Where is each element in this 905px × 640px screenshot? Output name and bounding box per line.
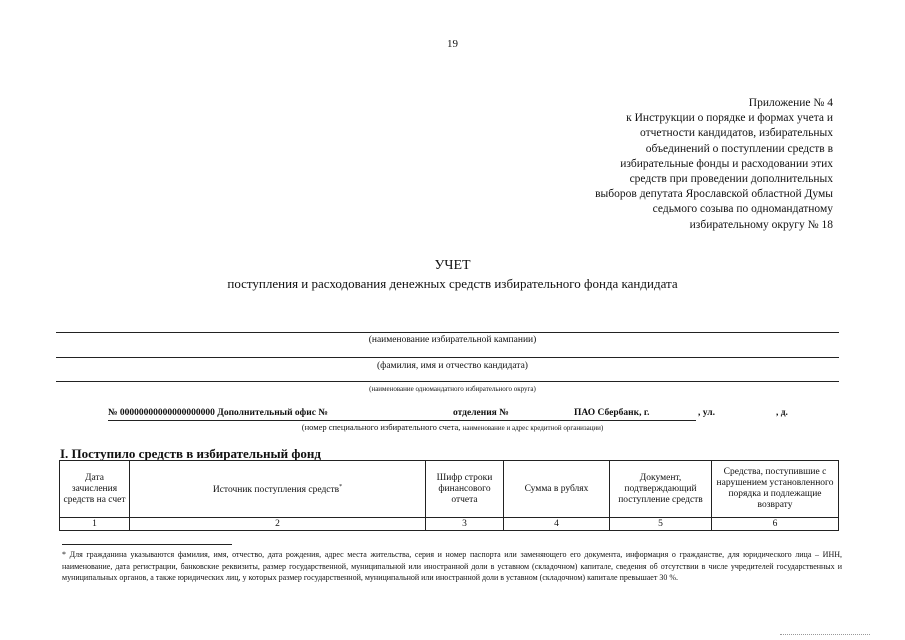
- header-document: Документ, подтверждающий поступление средств: [610, 461, 712, 518]
- campaign-line: [56, 332, 839, 333]
- campaign-caption: (наименование избирательной кампании): [368, 335, 537, 345]
- table-header-row: [60, 461, 839, 518]
- candidate-caption: (фамилия, имя и отчество кандидата): [377, 361, 528, 371]
- header-amount: Сумма в рублях: [504, 461, 610, 518]
- column-number: 4: [504, 518, 610, 531]
- header-date: Дата зачисления средств на счет: [60, 461, 130, 518]
- district-line: [56, 381, 839, 382]
- candidate-line: [56, 357, 839, 358]
- document-title: УЧЕТ: [434, 258, 471, 273]
- account-bank: ПАО Сбербанк, г.: [574, 408, 650, 418]
- appendix-line: Приложение № 4: [748, 97, 833, 109]
- footnote-separator: [62, 544, 232, 545]
- account-caption-main: (номер специального избирательного счета,: [301, 422, 461, 432]
- section-title: I. Поступило средств в избирательный фонд: [60, 446, 321, 461]
- column-number: 3: [426, 518, 504, 531]
- footnote-mark: *: [339, 483, 343, 490]
- account-caption-small: наименование и адрес кредитной организации): [462, 424, 604, 432]
- footnote: * Для гражданина указываются фамилия, имя, отчество, дата рождения, адрес места жительства, серия и номер паспорта или заменяющего его документа, информация о гражданстве, для юридического лица – ИНН, наименование, дата регистрации, банковские реквизиты, размер государственной, муниципальной или иностранной доли в уставном (складочном) капитале, сведения об отсутствии в числе учредителей государственных и муниципальных органов, а также юридических лиц, у которых размер государственной, муниципальной или иностранной доли в уставном (складочном) капитале превышает 30 %.: [62, 550, 842, 583]
- account-caption: [0, 422, 905, 432]
- account-house: , д.: [776, 408, 788, 418]
- appendix-line: средств при проведении дополнительных: [629, 173, 833, 186]
- appendix-line: выборов депутата Ярославской областной Думы: [595, 188, 833, 201]
- account-underline: [108, 420, 696, 421]
- column-number: 2: [130, 518, 426, 531]
- fund-table: [59, 460, 839, 531]
- appendix-line: избирательные фонды и расходовании этих: [620, 157, 833, 170]
- appendix-line: седьмого созыва по одномандатному: [652, 203, 833, 216]
- column-number: 5: [610, 518, 712, 531]
- header-source: Источник поступления средств*: [130, 461, 426, 518]
- account-street: , ул.: [698, 408, 715, 418]
- appendix-line: к Инструкции о порядке и формах учета и: [626, 112, 833, 125]
- page-number: 19: [447, 38, 458, 50]
- document-subtitle: поступления и расходования денежных средств избирательного фонда кандидата: [227, 276, 678, 291]
- column-number: 6: [712, 518, 839, 531]
- account-number: № 00000000000000000000 Дополнительный офис №: [108, 408, 328, 418]
- district-caption: (наименование одномандатного избирательного округа): [369, 385, 536, 393]
- header-violation: Средства, поступившие с нарушением установленного порядка и подлежащие возврату: [712, 461, 839, 518]
- column-number: 1: [60, 518, 130, 531]
- appendix-header: [503, 96, 833, 233]
- page-edge-mark: [780, 634, 870, 635]
- appendix-line: отчетности кандидатов, избирательных: [639, 127, 833, 140]
- table-number-row: [60, 518, 839, 531]
- appendix-line: объединений о поступлении средств в: [645, 142, 833, 155]
- appendix-line: избирательному округу № 18: [689, 218, 833, 231]
- header-code: Шифр строки финансового отчета: [426, 461, 504, 518]
- account-branch: отделения №: [453, 408, 509, 418]
